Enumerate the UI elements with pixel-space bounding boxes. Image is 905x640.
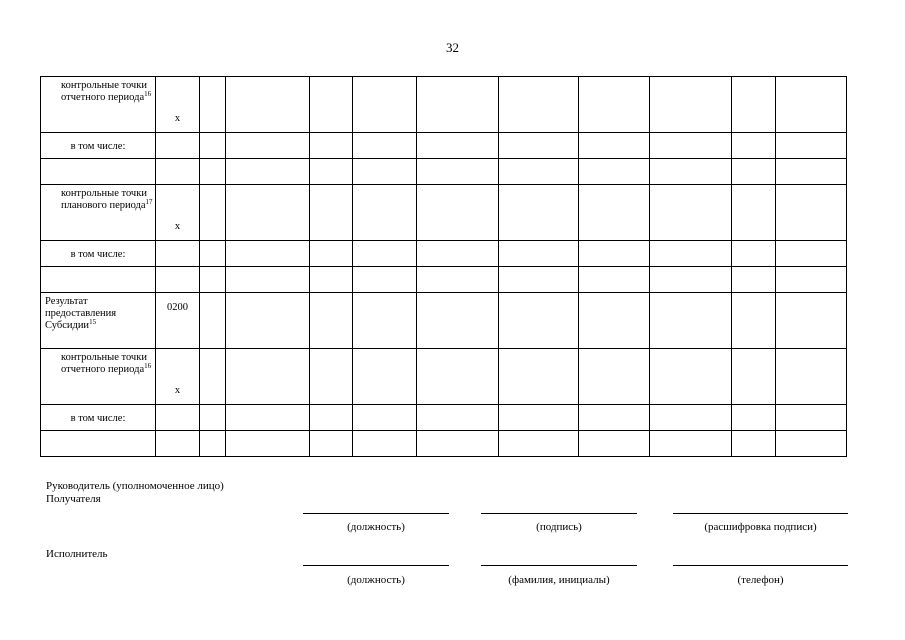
empty-cell (226, 349, 310, 405)
empty-cell (353, 185, 417, 241)
empty-cell (776, 77, 847, 133)
empty-cell (732, 267, 776, 293)
table-row (41, 241, 847, 267)
empty-cell (226, 431, 310, 457)
head-position-caption: (должность) (347, 521, 405, 533)
empty-cell (310, 159, 353, 185)
empty-cell (650, 133, 732, 159)
empty-cell (353, 293, 417, 349)
empty-cell (650, 293, 732, 349)
empty-cell (732, 405, 776, 431)
head-position-line (303, 513, 449, 514)
row-name-cell (41, 349, 156, 405)
head-name-line (673, 513, 848, 514)
empty-cell (579, 431, 650, 457)
empty-cell (650, 405, 732, 431)
row-name-cell (41, 185, 156, 241)
empty-cell (732, 159, 776, 185)
empty-cell (200, 267, 226, 293)
empty-cell (732, 133, 776, 159)
empty-cell (579, 267, 650, 293)
empty-cell (732, 349, 776, 405)
empty-cell (499, 405, 579, 431)
empty-cell (499, 185, 579, 241)
empty-cell (499, 293, 579, 349)
empty-cell (200, 349, 226, 405)
empty-cell (650, 431, 732, 457)
row-code: x (174, 221, 181, 232)
empty-cell (499, 349, 579, 405)
empty-cell (353, 267, 417, 293)
row-name: в том числе: (70, 141, 126, 152)
empty-cell (776, 405, 847, 431)
empty-cell (499, 159, 579, 185)
empty-cell (353, 349, 417, 405)
row-name-cell (41, 159, 156, 185)
empty-cell (776, 349, 847, 405)
empty-cell (579, 185, 650, 241)
empty-cell (417, 349, 499, 405)
executor-phone-line (673, 565, 848, 566)
row-name: контрольные точки планового периода (61, 188, 147, 211)
empty-cell (579, 133, 650, 159)
empty-cell (310, 431, 353, 457)
executor-position-line (303, 565, 449, 566)
empty-cell (732, 185, 776, 241)
empty-cell (353, 133, 417, 159)
empty-cell (579, 159, 650, 185)
row-code-cell (156, 293, 200, 349)
empty-cell (353, 241, 417, 267)
table-row (41, 405, 847, 431)
empty-cell (310, 77, 353, 133)
row-name-cell (41, 405, 156, 431)
empty-cell (650, 267, 732, 293)
footnote-marker: 16 (144, 90, 152, 98)
empty-cell (650, 159, 732, 185)
empty-cell (417, 293, 499, 349)
row-name: контрольные точки отчетного периода (61, 352, 147, 375)
empty-cell (417, 267, 499, 293)
empty-cell (200, 431, 226, 457)
empty-cell (226, 293, 310, 349)
footnote-marker: 16 (144, 362, 152, 370)
empty-cell (499, 267, 579, 293)
empty-cell (650, 241, 732, 267)
empty-cell (732, 293, 776, 349)
row-code-cell (156, 349, 200, 405)
row-name-cell (41, 293, 156, 349)
empty-cell (732, 77, 776, 133)
empty-cell (776, 431, 847, 457)
empty-cell (353, 431, 417, 457)
empty-cell (732, 241, 776, 267)
empty-cell (310, 133, 353, 159)
empty-cell (579, 241, 650, 267)
empty-cell (417, 77, 499, 133)
empty-cell (200, 185, 226, 241)
row-code-cell (156, 185, 200, 241)
row-code: x (174, 385, 181, 396)
empty-cell (650, 185, 732, 241)
empty-cell (417, 133, 499, 159)
empty-cell (310, 293, 353, 349)
empty-cell (226, 159, 310, 185)
table-row (41, 159, 847, 185)
empty-cell (579, 405, 650, 431)
empty-cell (732, 431, 776, 457)
empty-cell (499, 133, 579, 159)
empty-cell (226, 185, 310, 241)
table-row (41, 349, 847, 405)
head-signature-line (481, 513, 637, 514)
empty-cell (579, 293, 650, 349)
table-row (41, 267, 847, 293)
row-code-cell (156, 267, 200, 293)
footnote-marker: 17 (145, 198, 153, 206)
table-row (41, 185, 847, 241)
head-name-caption: (расшифровка подписи) (704, 521, 817, 533)
row-name: Результат предоставления Субсидии (45, 296, 117, 331)
executor-name-caption: (фамилия, инициалы) (508, 574, 610, 586)
row-code-cell (156, 431, 200, 457)
empty-cell (226, 405, 310, 431)
empty-cell (776, 241, 847, 267)
empty-cell (200, 159, 226, 185)
empty-cell (200, 133, 226, 159)
row-code-cell (156, 241, 200, 267)
empty-cell (776, 267, 847, 293)
empty-cell (417, 241, 499, 267)
table-row (41, 431, 847, 457)
empty-cell (776, 159, 847, 185)
empty-cell (650, 77, 732, 133)
executor-label: Исполнитель (46, 548, 108, 560)
executor-name-line (481, 565, 637, 566)
empty-cell (226, 77, 310, 133)
table-row (41, 133, 847, 159)
row-code-cell (156, 133, 200, 159)
row-name-cell (41, 77, 156, 133)
empty-cell (353, 77, 417, 133)
report-table (40, 76, 847, 457)
empty-cell (226, 133, 310, 159)
row-name-cell (41, 431, 156, 457)
row-name: контрольные точки отчетного периода (61, 80, 147, 103)
empty-cell (776, 185, 847, 241)
empty-cell (310, 185, 353, 241)
empty-cell (579, 77, 650, 133)
row-code: 0200 (167, 302, 188, 313)
empty-cell (579, 349, 650, 405)
head-label: Руководитель (уполномоченное лицо) Получателя (46, 480, 224, 505)
row-name: в том числе: (70, 249, 126, 260)
empty-cell (200, 293, 226, 349)
footnote-marker: 15 (89, 318, 97, 326)
report-table-body (41, 77, 847, 457)
row-code-cell (156, 159, 200, 185)
row-name: в том числе: (70, 413, 126, 424)
empty-cell (417, 431, 499, 457)
head-signature-caption: (подпись) (536, 521, 582, 533)
empty-cell (776, 133, 847, 159)
empty-cell (310, 267, 353, 293)
table-row (41, 293, 847, 349)
table-row (41, 77, 847, 133)
empty-cell (499, 77, 579, 133)
page-number: 32 (446, 40, 459, 55)
executor-phone-caption: (телефон) (737, 574, 784, 586)
empty-cell (310, 349, 353, 405)
empty-cell (200, 77, 226, 133)
empty-cell (226, 241, 310, 267)
empty-cell (499, 241, 579, 267)
empty-cell (417, 185, 499, 241)
empty-cell (310, 405, 353, 431)
empty-cell (353, 159, 417, 185)
empty-cell (353, 405, 417, 431)
empty-cell (417, 405, 499, 431)
empty-cell (650, 349, 732, 405)
empty-cell (310, 241, 353, 267)
empty-cell (776, 293, 847, 349)
row-name-cell (41, 133, 156, 159)
empty-cell (200, 241, 226, 267)
empty-cell (226, 267, 310, 293)
empty-cell (499, 431, 579, 457)
row-code-cell (156, 77, 200, 133)
executor-position-caption: (должность) (347, 574, 405, 586)
empty-cell (200, 405, 226, 431)
row-code-cell (156, 405, 200, 431)
row-name-cell (41, 267, 156, 293)
row-name-cell (41, 241, 156, 267)
empty-cell (417, 159, 499, 185)
row-code: x (174, 113, 181, 124)
